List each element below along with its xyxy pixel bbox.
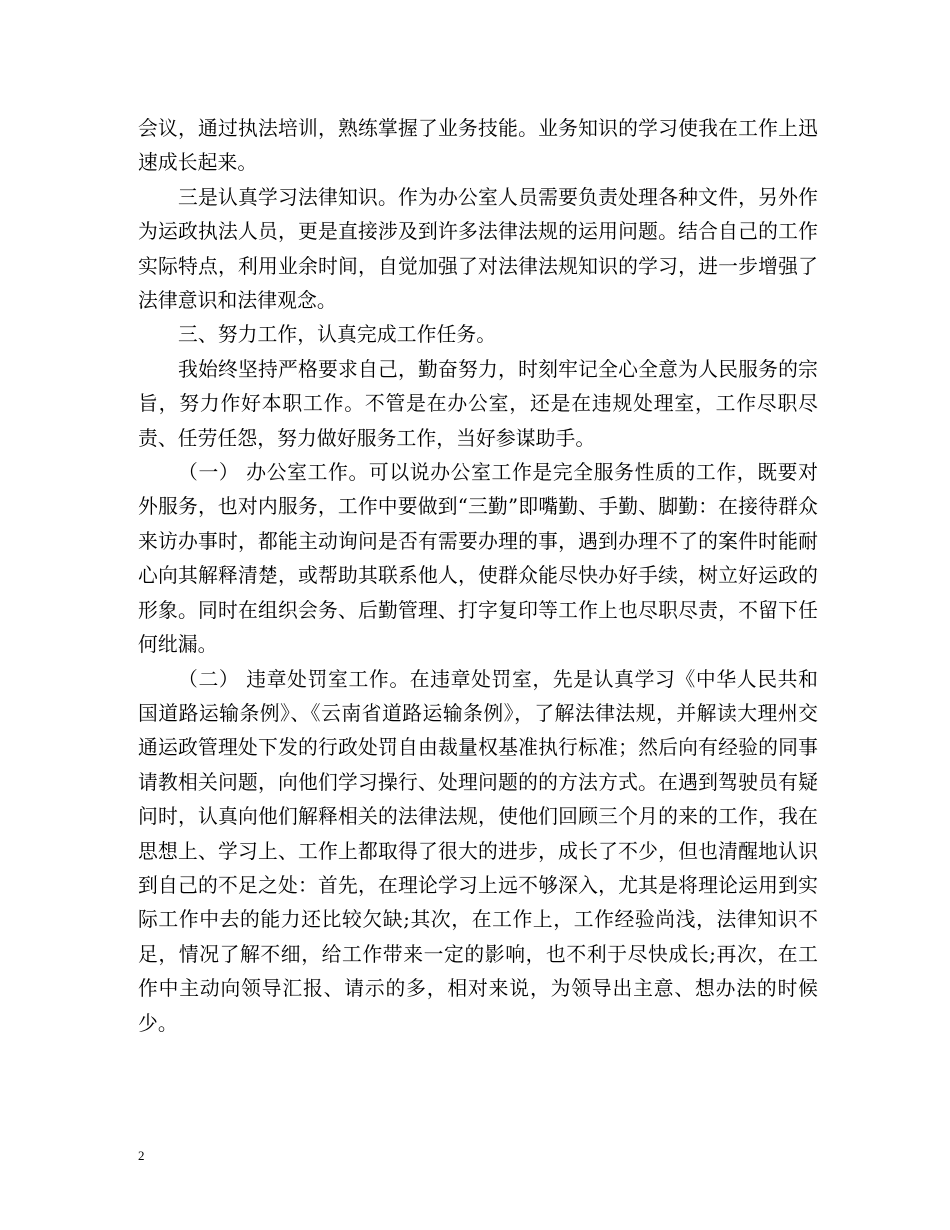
paragraph-2: 三是认真学习法律知识。作为办公室人员需要负责处理各种文件，另外作为运政执法人员，更是直接涉及到许多法律法规的运用问题。结合自己的工作实际特点，利用业余时间，自觉加强了对法律法规知识的学习，进一步增强了法律意识和法律观念。 <box>138 185 818 313</box>
paragraph-1: 会议，通过执法培训，熟练掌握了业务技能。业务知识的学习使我在工作上迅速成长起来。 <box>138 117 818 175</box>
paragraph-5: （一） 办公室工作。可以说办公室工作是完全服务性质的工作，既要对外服务，也对内服务，工作中要做到“三勤”即嘴勤、手勤、脚勤：在接待群众来访办事时，都能主动询问是否有需要办理的事，遇到办理不了的案件时能耐心向其解释清楚，或帮助其联系他人，使群众能尽快办好手续，树立好运政的形象。同时在组织会务、后勤管理、打字复印等工作上也尽职尽责，不留下任何纰漏。 <box>138 461 818 657</box>
document-body <box>138 112 818 1041</box>
page-number: 2 <box>138 1148 145 1163</box>
paragraph-4: 我始终坚持严格要求自己，勤奋努力，时刻牢记全心全意为人民服务的宗旨，努力作好本职工作。不管是在办公室，还是在违规处理室，工作尽职尽责、任劳任怨，努力做好服务工作，当好参谋助手。 <box>138 357 818 450</box>
paragraph-6: （二） 违章处罚室工作。在违章处罚室，先是认真学习《中华人民共和国道路运输条例》、《云南省道路运输条例》，了解法律法规，并解读大理州交通运政管理处下发的行政处罚自由裁量权基准执行标准；然后向有经验的同事请教相关问题，向他们学习操行、处理问题的的方法方式。在遇到驾驶员有疑问时，认真向他们解释相关的法律法规，使他们回顾三个月的来的工作，我在思想上、学习上、工作上都取得了很大的进步，成长了不少，但也清醒地认识到自己的不足之处：首先，在理论学习上远不够深入，尤其是将理论运用到实际工作中去的能力还比较欠缺;其次，在工作上，工作经验尚浅，法律知识不足，情况了解不细，给工作带来一定的影响，也不利于尽快成长;再次，在工作中主动向领导汇报、请示的多，相对来说，为领导出主意、想办法的时候少。 <box>138 667 818 1035</box>
paragraph-3-heading: 三、努力工作，认真完成工作任务。 <box>178 323 497 347</box>
